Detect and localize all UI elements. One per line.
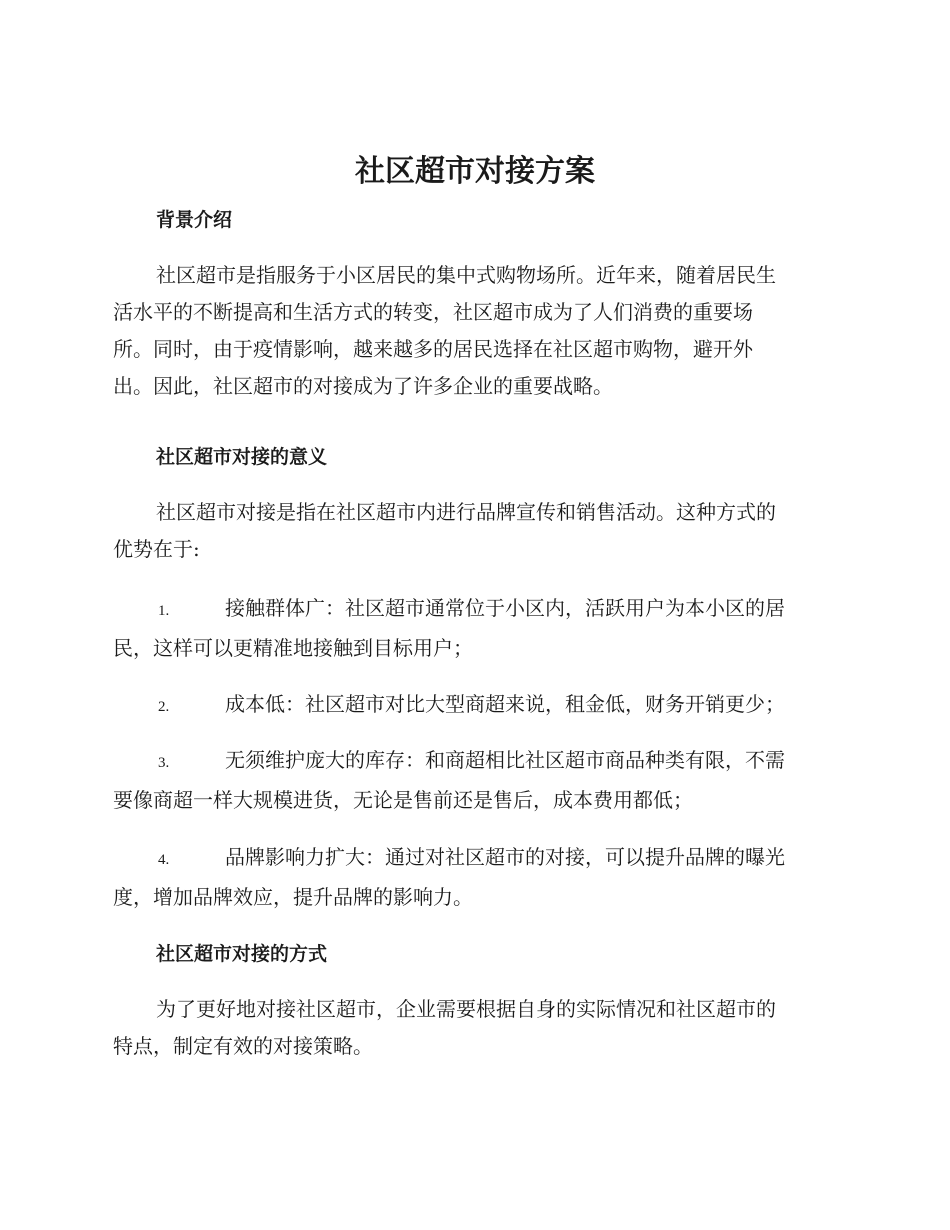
advantage-list-item (113, 590, 835, 667)
list-number: 4. (158, 852, 170, 868)
list-number: 3. (158, 755, 170, 771)
list-item-text: 品牌影响力扩大：通过对社区超市的对接，可以提升品牌的曝光 (225, 845, 785, 869)
methods-paragraph (113, 991, 835, 1065)
section-heading-background: 背景介绍 (156, 209, 233, 231)
document-title: 社区超市对接方案 (355, 154, 595, 189)
paragraph-line: 优势在于: (113, 537, 200, 561)
list-item-text: 接触群体广：社区超市通常位于小区内，活跃用户为本小区的居 (225, 596, 785, 620)
list-item-text: 无须维护庞大的库存：和商超相比社区超市商品种类有限，不需 (225, 748, 785, 772)
list-item-text: 要像商超一样大规模进货，无论是售前还是售后，成本费用都低； (113, 788, 693, 812)
background-paragraph (113, 257, 835, 405)
advantage-list-item (113, 839, 835, 916)
list-item-text: 民，这样可以更精准地接触到目标用户； (113, 636, 473, 660)
paragraph-line: 社区超市对接是指在社区超市内进行品牌宣传和销售活动。这种方式的 (156, 500, 776, 524)
list-number: 1. (158, 603, 170, 619)
paragraph-line: 特点，制定有效的对接策略。 (113, 1034, 373, 1058)
section-heading-significance: 社区超市对接的意义 (156, 446, 328, 468)
advantage-list-item (113, 742, 835, 819)
paragraph-line: 社区超市是指服务于小区居民的集中式购物场所。近年来，随着居民生 (156, 263, 776, 287)
section-heading-methods: 社区超市对接的方式 (156, 943, 328, 965)
paragraph-line: 所。同时，由于疫情影响，越来越多的居民选择在社区超市购物，避开外 (113, 337, 753, 361)
list-item-text: 成本低：社区超市对比大型商超来说，租金低，财务开销更少； (225, 692, 785, 716)
list-number: 2. (158, 699, 170, 715)
paragraph-line: 为了更好地对接社区超市，企业需要根据自身的实际情况和社区超市的 (156, 997, 776, 1021)
paragraph-line: 出。因此，社区超市的对接成为了许多企业的重要战略。 (113, 374, 613, 398)
paragraph-line: 活水平的不断提高和生活方式的转变，社区超市成为了人们消费的重要场 (113, 300, 753, 324)
advantage-list-item (113, 686, 835, 726)
significance-paragraph (113, 494, 835, 568)
list-item-text: 度，增加品牌效应，提升品牌的影响力。 (113, 885, 473, 909)
